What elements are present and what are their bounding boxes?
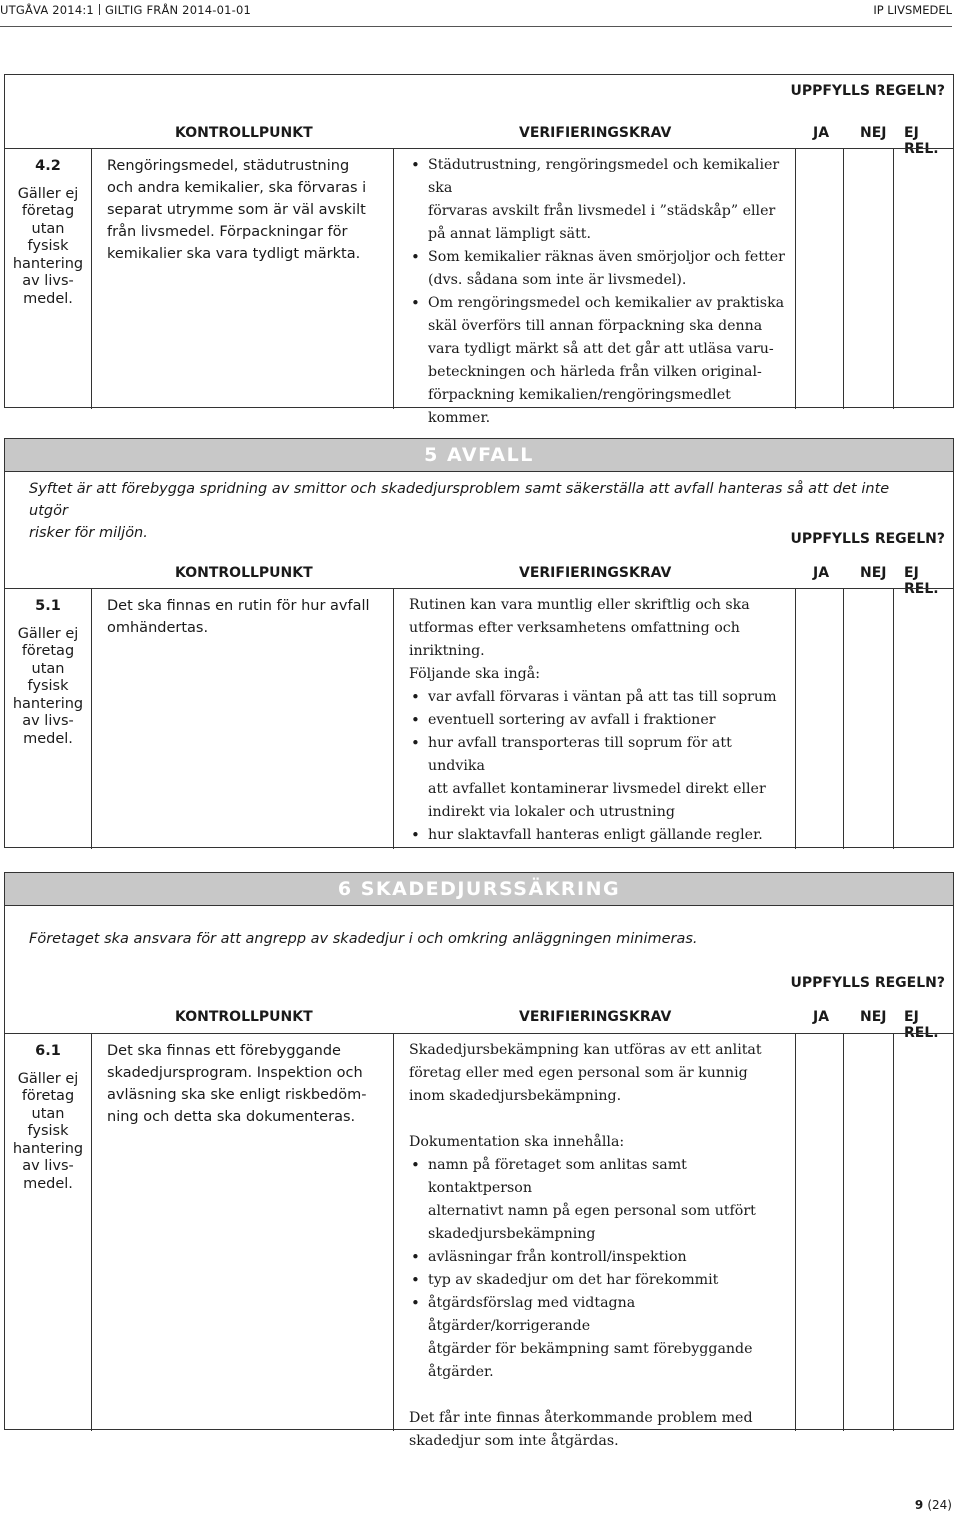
kontrollpunkt-cell <box>107 595 387 639</box>
bullet-item <box>409 292 791 430</box>
kontroll-line: Det ska finnas ett förebyggande <box>107 1043 341 1059</box>
scope-line: företag <box>21 1088 75 1104</box>
scope-line: utan <box>31 220 65 237</box>
bullet-item <box>409 1269 791 1292</box>
table-row-4-2 <box>5 148 953 426</box>
section-5-title: 5 AVFALL <box>5 439 953 472</box>
bullet-line: • namn på företaget som anlitas samt kontaktperson <box>428 1157 687 1196</box>
kontroll-line: avläsning ska ske enligt riskbedöm- <box>107 1087 367 1103</box>
kontroll-line: och andra kemikalier, ska förvaras i <box>107 180 367 196</box>
bullet-item <box>409 246 791 292</box>
bullet-line: • åtgärdsförslag med vidtagna åtgärder/korrigerande <box>428 1295 636 1334</box>
kontroll-line: skadedjursprogram. Inspektion och <box>107 1065 363 1081</box>
column-divider <box>393 589 394 849</box>
bullet-item <box>409 154 791 246</box>
page-total: (24) <box>927 1498 952 1512</box>
ja-header: JA <box>813 1009 830 1025</box>
bullet-line: • hur slaktavfall hanteras enligt gällande regler. <box>428 827 763 843</box>
bullet-line: skadedjursbekämpning <box>428 1226 596 1242</box>
scope-line: Gäller ej <box>17 185 79 202</box>
kontroll-line: från livsmedel. Förpackningar för <box>107 224 348 240</box>
column-divider <box>843 149 844 409</box>
bullet-line: på annat lämpligt sätt. <box>428 226 592 242</box>
intro-line: Syftet är att förebygga spridning av smittor och skadedjursproblem samt säkerställa att avfall hanteras så att det inte utgör <box>29 481 890 519</box>
verif-line: skadedjur som inte åtgärdas. <box>409 1433 619 1449</box>
row-id-cell <box>5 598 91 748</box>
bullet-item <box>409 686 791 709</box>
table-row-6-1 <box>5 1033 953 1449</box>
column-divider <box>91 149 92 409</box>
nej-header: NEJ <box>860 565 887 581</box>
row-id-cell <box>5 158 91 308</box>
column-divider <box>795 589 796 849</box>
bullet-line: skäl överförs till annan förpackning ska denna <box>428 318 763 334</box>
verif-line: inom skadedjursbekämpning. <box>409 1088 622 1104</box>
row-number: 4.2 <box>35 158 61 174</box>
kontroll-line: ning och detta ska dokumenteras. <box>107 1109 356 1125</box>
verif-line: Rutinen kan vara muntlig eller skriftlig och ska <box>409 597 750 613</box>
bullet-line: alternativt namn på egen personal som utfört <box>428 1203 756 1219</box>
bullet-item <box>409 732 791 824</box>
section-5-intro <box>29 478 913 544</box>
column-divider <box>893 149 894 409</box>
section-6-block <box>4 872 954 1449</box>
ejrel-header: EJ REL. <box>904 565 939 597</box>
intro-line: Företaget ska ansvara för att angrepp av skadedjur i och omkring anläggningen minimeras. <box>29 931 698 947</box>
scope-line: fysisk <box>27 238 69 254</box>
verif-line: Skadedjursbekämpning kan utföras av ett anlitat <box>409 1042 762 1058</box>
column-divider <box>91 1034 92 1431</box>
row-number: 5.1 <box>35 598 61 614</box>
verifieringskrav-cell <box>409 594 791 847</box>
scope-line: hantering <box>12 1140 84 1157</box>
bullet-item <box>409 709 791 732</box>
uppfylls-header: UPPFYLLS REGELN? <box>790 975 945 991</box>
kontroll-line: Det ska finnas en rutin för hur avfall <box>107 598 370 614</box>
bullet-item <box>409 824 791 847</box>
table-header-row <box>5 119 953 157</box>
bullet-line: (dvs. sådana som inte är livsmedel). <box>428 272 687 288</box>
scope-line: av livs- <box>22 713 74 729</box>
ja-header: JA <box>813 565 830 581</box>
bullet-line: • Som kemikalier räknas även smörjoljor och fetter <box>428 249 785 265</box>
column-divider <box>795 1034 796 1431</box>
scope-line: företag <box>21 643 75 659</box>
bullet-line: • eventuell sortering av avfall i fraktioner <box>428 712 716 728</box>
verifieringskrav-header: VERIFIERINGSKRAV <box>519 1009 672 1025</box>
nej-header: NEJ <box>860 125 887 141</box>
scope-line: fysisk <box>27 1123 69 1139</box>
verif-line: inriktning. <box>409 643 485 659</box>
column-divider <box>893 1034 894 1431</box>
uppfylls-header: UPPFYLLS REGELN? <box>790 83 945 99</box>
page-current: 9 <box>914 1498 924 1512</box>
bullet-line: beteckningen och härleda från vilken original- <box>428 364 762 380</box>
table-header-row <box>5 1003 953 1041</box>
scope-line: hantering <box>12 695 84 712</box>
bullet-line: åtgärder för bekämpning samt förebyggande <box>428 1341 753 1357</box>
scope-line: företag <box>21 203 75 219</box>
scope-line: av livs- <box>22 273 74 289</box>
verifieringskrav-header: VERIFIERINGSKRAV <box>519 565 672 581</box>
column-divider <box>893 589 894 849</box>
uppfylls-header: UPPFYLLS REGELN? <box>790 531 945 547</box>
scope-line: Gäller ej <box>17 1070 79 1087</box>
ejrel-header: EJ REL. <box>904 1009 939 1041</box>
verifieringskrav-cell <box>409 154 791 430</box>
verifieringskrav-header: VERIFIERINGSKRAV <box>519 125 672 141</box>
kontrollpunkt-header: KONTROLLPUNKT <box>175 125 313 141</box>
bullet-line: • avläsningar från kontroll/inspektion <box>428 1249 687 1265</box>
header-separator <box>99 4 100 15</box>
running-header <box>0 0 952 27</box>
column-divider <box>393 149 394 409</box>
valid-from-label: GILTIG FRÅN 2014-01-01 <box>104 3 252 17</box>
bullet-line: att avfallet kontaminerar livsmedel direkt eller <box>428 781 766 797</box>
edition-label: UTGÅVA 2014:1 <box>0 3 94 17</box>
bullet-item <box>409 1154 791 1246</box>
bullet-line: • typ av skadedjur om det har förekommit <box>428 1272 719 1288</box>
section-6-intro <box>29 928 913 950</box>
scope-line: av livs- <box>22 1158 74 1174</box>
scope-line: utan <box>31 660 65 677</box>
bullet-line: vara tydligt märkt så att det går att utläsa varu- <box>428 341 774 357</box>
bullet-item <box>409 1246 791 1269</box>
intro-line: risker för miljön. <box>29 525 148 541</box>
table-row-5-1 <box>5 588 953 849</box>
scope-line: medel. <box>23 730 73 747</box>
bullet-line: åtgärder. <box>428 1364 494 1380</box>
kontrollpunkt-cell <box>107 1040 387 1128</box>
section-5-block <box>4 438 954 848</box>
verif-line: företag eller med egen personal som är kunnig <box>409 1065 748 1081</box>
verif-line: Dokumentation ska innehålla: <box>409 1134 625 1150</box>
bullet-line: • hur avfall transporteras till soprum för att undvika <box>428 735 732 774</box>
bullet-line: • Om rengöringsmedel och kemikalier av praktiska <box>428 295 785 311</box>
kontrollpunkt-header: KONTROLLPUNKT <box>175 1009 313 1025</box>
column-divider <box>91 589 92 849</box>
kontroll-line: separat utrymme som är väl avskilt <box>107 202 366 218</box>
bullet-line: förpackning kemikalien/rengöringsmedlet kommer. <box>428 387 731 426</box>
ejrel-header: EJ REL. <box>904 125 939 157</box>
column-divider <box>843 1034 844 1431</box>
ja-header: JA <box>813 125 830 141</box>
scope-line: medel. <box>23 290 73 307</box>
column-divider <box>393 1034 394 1431</box>
kontroll-line: Rengöringsmedel, städutrustning <box>107 158 350 174</box>
bullet-line: • var avfall förvaras i väntan på att tas till soprum <box>428 689 777 705</box>
verif-line: utformas efter verksamhetens omfattning och <box>409 620 740 636</box>
verif-line: Följande ska ingå: <box>409 666 540 682</box>
scope-line: fysisk <box>27 678 69 694</box>
row-number: 6.1 <box>35 1043 61 1059</box>
edition-info <box>0 3 251 17</box>
column-divider <box>795 149 796 409</box>
scope-line: utan <box>31 1105 65 1122</box>
scope-line: medel. <box>23 1175 73 1192</box>
bullet-line: • Städutrustning, rengöringsmedel och kemikalier ska <box>428 157 780 196</box>
kontroll-line: omhändertas. <box>107 620 209 636</box>
bullet-item <box>409 1292 791 1384</box>
bullet-line: indirekt via lokaler och utrustning <box>428 804 675 820</box>
verifieringskrav-cell <box>409 1039 791 1453</box>
bullet-line: förvaras avskilt från livsmedel i ”städskåp” eller <box>428 203 776 219</box>
table-header-row <box>5 559 953 597</box>
verif-line: Det får inte finnas återkommande problem med <box>409 1410 753 1426</box>
nej-header: NEJ <box>860 1009 887 1025</box>
column-divider <box>843 589 844 849</box>
row-id-cell <box>5 1043 91 1193</box>
section-6-title: 6 SKADEDJURSSÄKRING <box>5 873 953 906</box>
kontroll-line: kemikalier ska vara tydligt märkta. <box>107 246 361 262</box>
kontrollpunkt-cell <box>107 155 387 265</box>
page-number <box>915 1498 952 1512</box>
section-4-block <box>4 74 954 426</box>
kontrollpunkt-header: KONTROLLPUNKT <box>175 565 313 581</box>
document-title: IP LIVSMEDEL <box>873 3 952 17</box>
scope-line: Gäller ej <box>17 625 79 642</box>
scope-line: hantering <box>12 255 84 272</box>
